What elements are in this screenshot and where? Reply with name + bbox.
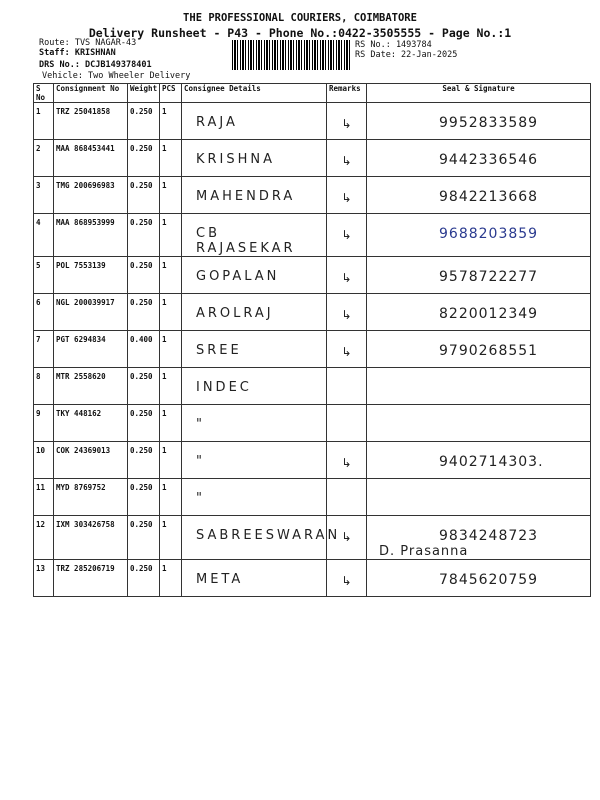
row-sno: 1 <box>34 103 54 140</box>
row-weight: 0.250 <box>128 140 160 177</box>
signature-phone: 9442336546 <box>439 152 539 168</box>
consignee-name: KRISHNA <box>196 152 276 167</box>
signature-phone: 9834248723 <box>439 528 539 544</box>
consignee-name: SABREESWARAN <box>196 528 341 543</box>
row-sno: 10 <box>34 442 54 479</box>
signature-cell <box>367 479 591 516</box>
consignee-cell <box>182 479 327 516</box>
consignee-name: CB RAJASEKAR <box>196 226 296 256</box>
row-consignment: IXM 303426758 <box>54 516 128 560</box>
table-row <box>34 140 591 177</box>
row-weight: 0.250 <box>128 516 160 560</box>
row-sno: 2 <box>34 140 54 177</box>
row-weight: 0.250 <box>128 368 160 405</box>
row-sno: 11 <box>34 479 54 516</box>
row-consignment: POL 7553139 <box>54 257 128 294</box>
col-pcs: PCS <box>160 84 182 103</box>
vehicle-text: Vehicle: Two Wheeler Delivery <box>42 71 191 81</box>
route-text: Route: TVS NAGAR-43 <box>39 38 137 48</box>
signature-phone: 7845620759 <box>439 572 539 588</box>
barcode <box>232 40 350 70</box>
table-row <box>34 479 591 516</box>
signature-cell <box>367 140 591 177</box>
row-pcs: 1 <box>160 368 182 405</box>
consignee-name: META <box>196 572 244 587</box>
signature-phone: 9790268551 <box>439 343 539 359</box>
remarks-cell <box>327 442 367 479</box>
remark-mark: ↳ <box>341 228 352 242</box>
row-consignment: MYD 8769752 <box>54 479 128 516</box>
row-pcs: 1 <box>160 257 182 294</box>
row-pcs: 1 <box>160 560 182 597</box>
row-weight: 0.250 <box>128 442 160 479</box>
remark-mark: ↳ <box>341 154 352 168</box>
remark-mark: ↳ <box>341 456 352 470</box>
remark-mark: ↳ <box>341 117 352 131</box>
row-sno: 7 <box>34 331 54 368</box>
row-consignment: TRZ 25041858 <box>54 103 128 140</box>
remark-mark: ↳ <box>341 530 352 544</box>
signature-cell <box>367 294 591 331</box>
consignee-cell <box>182 560 327 597</box>
consignee-cell <box>182 516 341 560</box>
remarks-cell <box>327 560 367 597</box>
table-row <box>34 560 591 597</box>
signature-cell <box>367 177 591 214</box>
row-pcs: 1 <box>160 294 182 331</box>
table-row <box>34 442 591 479</box>
consignee-name: MAHENDRA <box>196 189 296 204</box>
consignee-name: " <box>196 491 205 506</box>
row-weight: 0.250 <box>128 103 160 140</box>
consignee-cell <box>182 214 327 257</box>
runsheet-title: Delivery Runsheet - P43 - Phone No.:0422-3505555 - Page No.:1 <box>88 26 512 40</box>
consignee-name: INDEC <box>196 380 252 395</box>
row-pcs: 1 <box>160 140 182 177</box>
remarks-cell <box>327 368 367 405</box>
table-row <box>34 331 591 368</box>
col-weight: Weight <box>128 84 160 103</box>
consignee-name: " <box>196 417 205 432</box>
signature-cell <box>367 560 591 597</box>
staff-text: Staff: KRISHNAN <box>39 48 116 58</box>
signature-phone: 9688203859 <box>439 226 539 242</box>
col-signature: Seal & Signature <box>367 84 591 103</box>
consignee-cell <box>182 140 327 177</box>
signature-cell <box>367 405 591 442</box>
consignee-cell <box>182 331 327 368</box>
signature-name: D. Prasanna <box>379 544 469 559</box>
remarks-cell <box>327 331 367 368</box>
row-pcs: 1 <box>160 331 182 368</box>
consignee-cell <box>182 405 327 442</box>
row-sno: 13 <box>34 560 54 597</box>
row-sno: 3 <box>34 177 54 214</box>
consignee-name: " <box>196 454 205 469</box>
row-consignment: TKY 448162 <box>54 405 128 442</box>
remarks-cell <box>327 103 367 140</box>
row-consignment: COK 24369013 <box>54 442 128 479</box>
row-weight: 0.250 <box>128 405 160 442</box>
row-consignment: TMG 200696983 <box>54 177 128 214</box>
signature-cell <box>367 257 591 294</box>
row-pcs: 1 <box>160 479 182 516</box>
row-pcs: 1 <box>160 214 182 257</box>
row-weight: 0.250 <box>128 214 160 257</box>
consignee-cell <box>182 103 327 140</box>
row-sno: 9 <box>34 405 54 442</box>
remark-mark: ↳ <box>341 345 352 359</box>
row-pcs: 1 <box>160 442 182 479</box>
signature-phone: 8220012349 <box>439 306 539 322</box>
col-consignment: Consignment No <box>54 84 128 103</box>
consignee-cell <box>182 294 327 331</box>
consignee-cell <box>182 177 327 214</box>
company-title: THE PROFESSIONAL COURIERS, COIMBATORE <box>183 12 417 24</box>
row-sno: 6 <box>34 294 54 331</box>
row-weight: 0.400 <box>128 331 160 368</box>
remarks-cell <box>327 257 367 294</box>
remarks-cell <box>327 479 367 516</box>
table-row <box>34 294 591 331</box>
consignee-cell <box>182 368 327 405</box>
consignee-cell <box>182 257 327 294</box>
signature-phone: 9952833589 <box>439 115 539 131</box>
row-pcs: 1 <box>160 103 182 140</box>
table-row <box>34 405 591 442</box>
remarks-cell <box>327 140 367 177</box>
remarks-cell <box>327 405 367 442</box>
signature-cell <box>367 331 591 368</box>
table-header-row <box>34 84 591 103</box>
row-weight: 0.250 <box>128 294 160 331</box>
signature-cell <box>367 516 591 560</box>
row-pcs: 1 <box>160 405 182 442</box>
row-weight: 0.250 <box>128 479 160 516</box>
consignee-name: GOPALAN <box>196 269 280 284</box>
signature-cell <box>367 442 591 479</box>
remarks-cell <box>327 177 367 214</box>
consignee-name: RAJA <box>196 115 238 130</box>
consignee-name: AROLRAJ <box>196 306 274 321</box>
signature-cell <box>367 103 591 140</box>
table-row <box>34 214 591 257</box>
row-consignment: MAA 868953999 <box>54 214 128 257</box>
remarks-cell <box>327 294 367 331</box>
signature-phone: 9842213668 <box>439 189 539 205</box>
signature-cell <box>367 368 591 405</box>
row-consignment: MAA 868453441 <box>54 140 128 177</box>
row-pcs: 1 <box>160 516 182 560</box>
row-weight: 0.250 <box>128 177 160 214</box>
signature-cell <box>367 214 591 257</box>
table-row <box>34 103 591 140</box>
col-consignee: Consignee Details <box>182 84 327 103</box>
remarks-cell <box>327 214 367 257</box>
drs-text: DRS No.: DCJB149378401 <box>39 60 152 70</box>
table-row <box>34 177 591 214</box>
col-sno: S No <box>34 84 54 103</box>
col-remarks: Remarks <box>327 84 367 103</box>
remark-mark: ↳ <box>341 271 352 285</box>
row-sno: 12 <box>34 516 54 560</box>
consignee-cell <box>182 442 327 479</box>
remark-mark: ↳ <box>341 191 352 205</box>
row-sno: 4 <box>34 214 54 257</box>
remark-mark: ↳ <box>341 308 352 322</box>
row-consignment: TRZ 285206719 <box>54 560 128 597</box>
row-weight: 0.250 <box>128 560 160 597</box>
signature-phone: 9402714303. <box>439 454 544 470</box>
row-sno: 5 <box>34 257 54 294</box>
table-row <box>34 368 591 405</box>
runsheet-table <box>33 83 591 597</box>
table-row <box>34 516 591 560</box>
rs-number: RS No.: 1493784 <box>355 40 432 50</box>
table-row <box>34 257 591 294</box>
remark-mark: ↳ <box>341 574 352 588</box>
row-sno: 8 <box>34 368 54 405</box>
consignee-name: SREE <box>196 343 242 358</box>
row-consignment: NGL 200039917 <box>54 294 128 331</box>
rs-date: RS Date: 22-Jan-2025 <box>355 50 458 60</box>
signature-phone: 9578722277 <box>439 269 539 285</box>
row-consignment: PGT 6294834 <box>54 331 128 368</box>
row-consignment: MTR 2558620 <box>54 368 128 405</box>
row-pcs: 1 <box>160 177 182 214</box>
row-weight: 0.250 <box>128 257 160 294</box>
